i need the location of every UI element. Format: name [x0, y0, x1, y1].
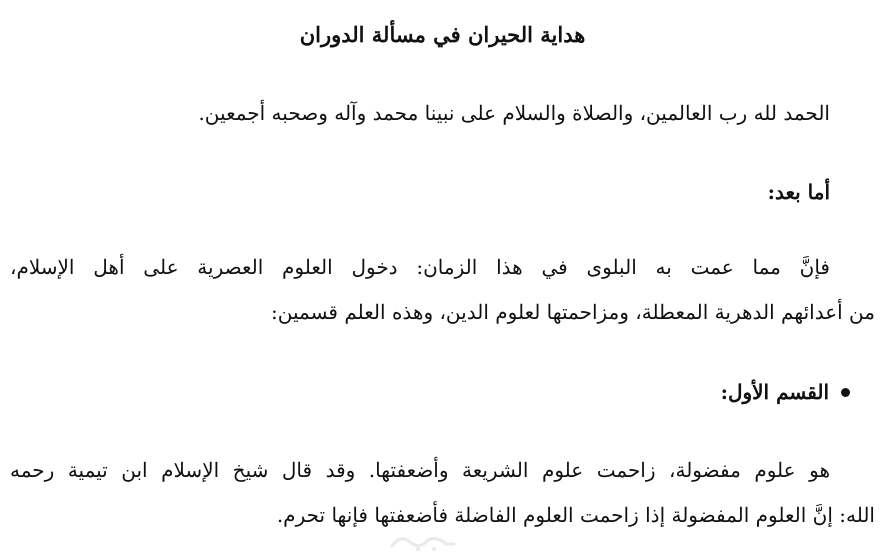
paragraph-1-line-1: فإنَّ مما عمت به البلوى في هذا الزمان: دخول العلوم العصرية على أهل الإسلام، [10, 255, 830, 279]
paragraph-2-line-2: الله: إنَّ العلوم المفضولة إذا زاحمت العلوم الفاضلة فأضعفتها فإنها تحرم. [276, 503, 875, 527]
paragraph-1-line-2: من أعدائهم الدهرية المعطلة، ومزاحمتها لعلوم الدين، وهذه العلم قسمين: [271, 300, 875, 324]
paragraph-2-line-1: هو علوم مفضولة، زاحمت علوم الشريعة وأضعفتها. وقد قال شيخ الإسلام ابن تيمية رحمه [10, 458, 830, 482]
document-title: هداية الحيران في مسألة الدوران [299, 22, 586, 47]
bullet-icon [841, 388, 850, 397]
section-heading-row [0, 380, 850, 404]
amma-baad-heading: أما بعد: [767, 180, 830, 204]
opening-praise: الحمد لله رب العالمين، والصلاة والسلام على نبينا محمد وآله وصحبه أجمعين. [198, 101, 830, 125]
section-heading: القسم الأول: [720, 380, 829, 404]
